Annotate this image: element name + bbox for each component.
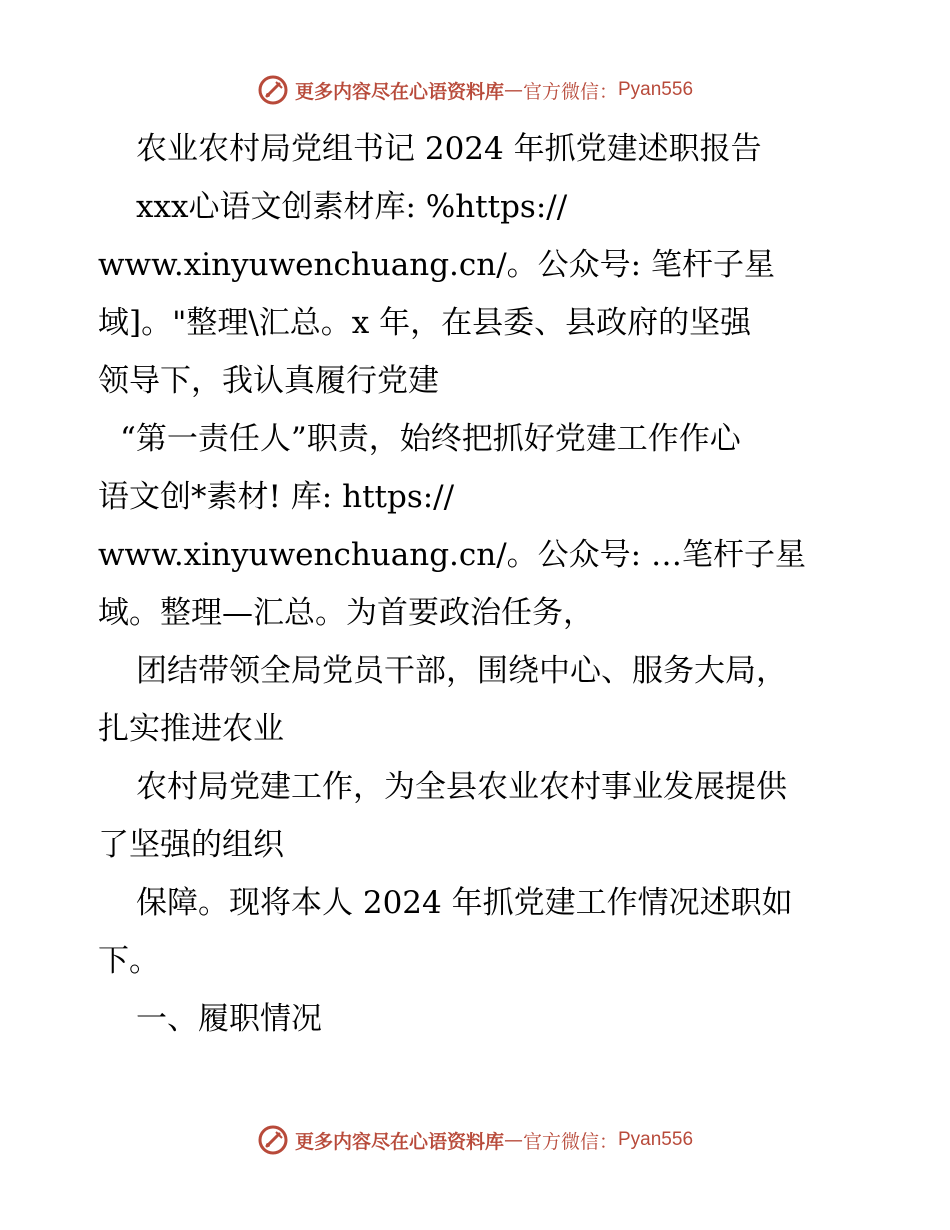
banner-text: 更多内容尽在心语资料库 [294, 80, 504, 103]
text-line: 保障。现将本人 2024 年抓党建工作情况述职如 [136, 885, 793, 921]
text-line: 团结带领全局党员干部，围绕中心、服务大局， [136, 653, 787, 689]
banner-wechat-label: 官方微信： [522, 80, 618, 103]
text-line: 农村局党建工作，为全县农业农村事业发展提供 [136, 769, 787, 805]
text-line: 域]。"整理\汇总。x 年，在县委、县政府的坚强 [98, 305, 752, 341]
text-line: 下。 [98, 943, 160, 979]
text-line: 扎实推进农业 [98, 711, 284, 747]
footer-banner [0, 1120, 950, 1160]
banner-wechat-id: Pyan556 [618, 79, 694, 100]
section-heading: 一、履职情况 [136, 1001, 322, 1037]
banner-wechat-id: Pyan556 [618, 1129, 694, 1150]
text-line: 了坚强的组织 [98, 827, 284, 863]
text-line: www.xinyuwenchuang.cn/。公众号: …笔杆子星 [98, 537, 806, 573]
document-body [98, 120, 868, 1048]
brand-logo-icon [257, 74, 289, 106]
text-line: “第一责任人”职责，始终把抓好党建工作作心 [120, 421, 741, 457]
document-title: 农业农村局党组书记 2024 年抓党建述职报告 [136, 131, 762, 167]
header-banner [0, 70, 950, 110]
text-line: 语文创*素材! 库: https:// [98, 479, 455, 515]
banner-dash: — [503, 1129, 523, 1151]
text-line: xxx心语文创素材库: %https:// [136, 189, 568, 225]
text-line: www.xinyuwenchuang.cn/。公众号: 笔杆子星 [98, 247, 775, 283]
text-line: 领导下，我认真履行党建 [98, 363, 439, 399]
banner-wechat-label: 官方微信： [522, 1130, 618, 1153]
banner-dash: — [503, 79, 523, 101]
text-line: 域。整理—汇总。为首要政治任务， [98, 595, 594, 631]
brand-logo-icon [257, 1124, 289, 1156]
banner-text: 更多内容尽在心语资料库 [294, 1130, 504, 1153]
